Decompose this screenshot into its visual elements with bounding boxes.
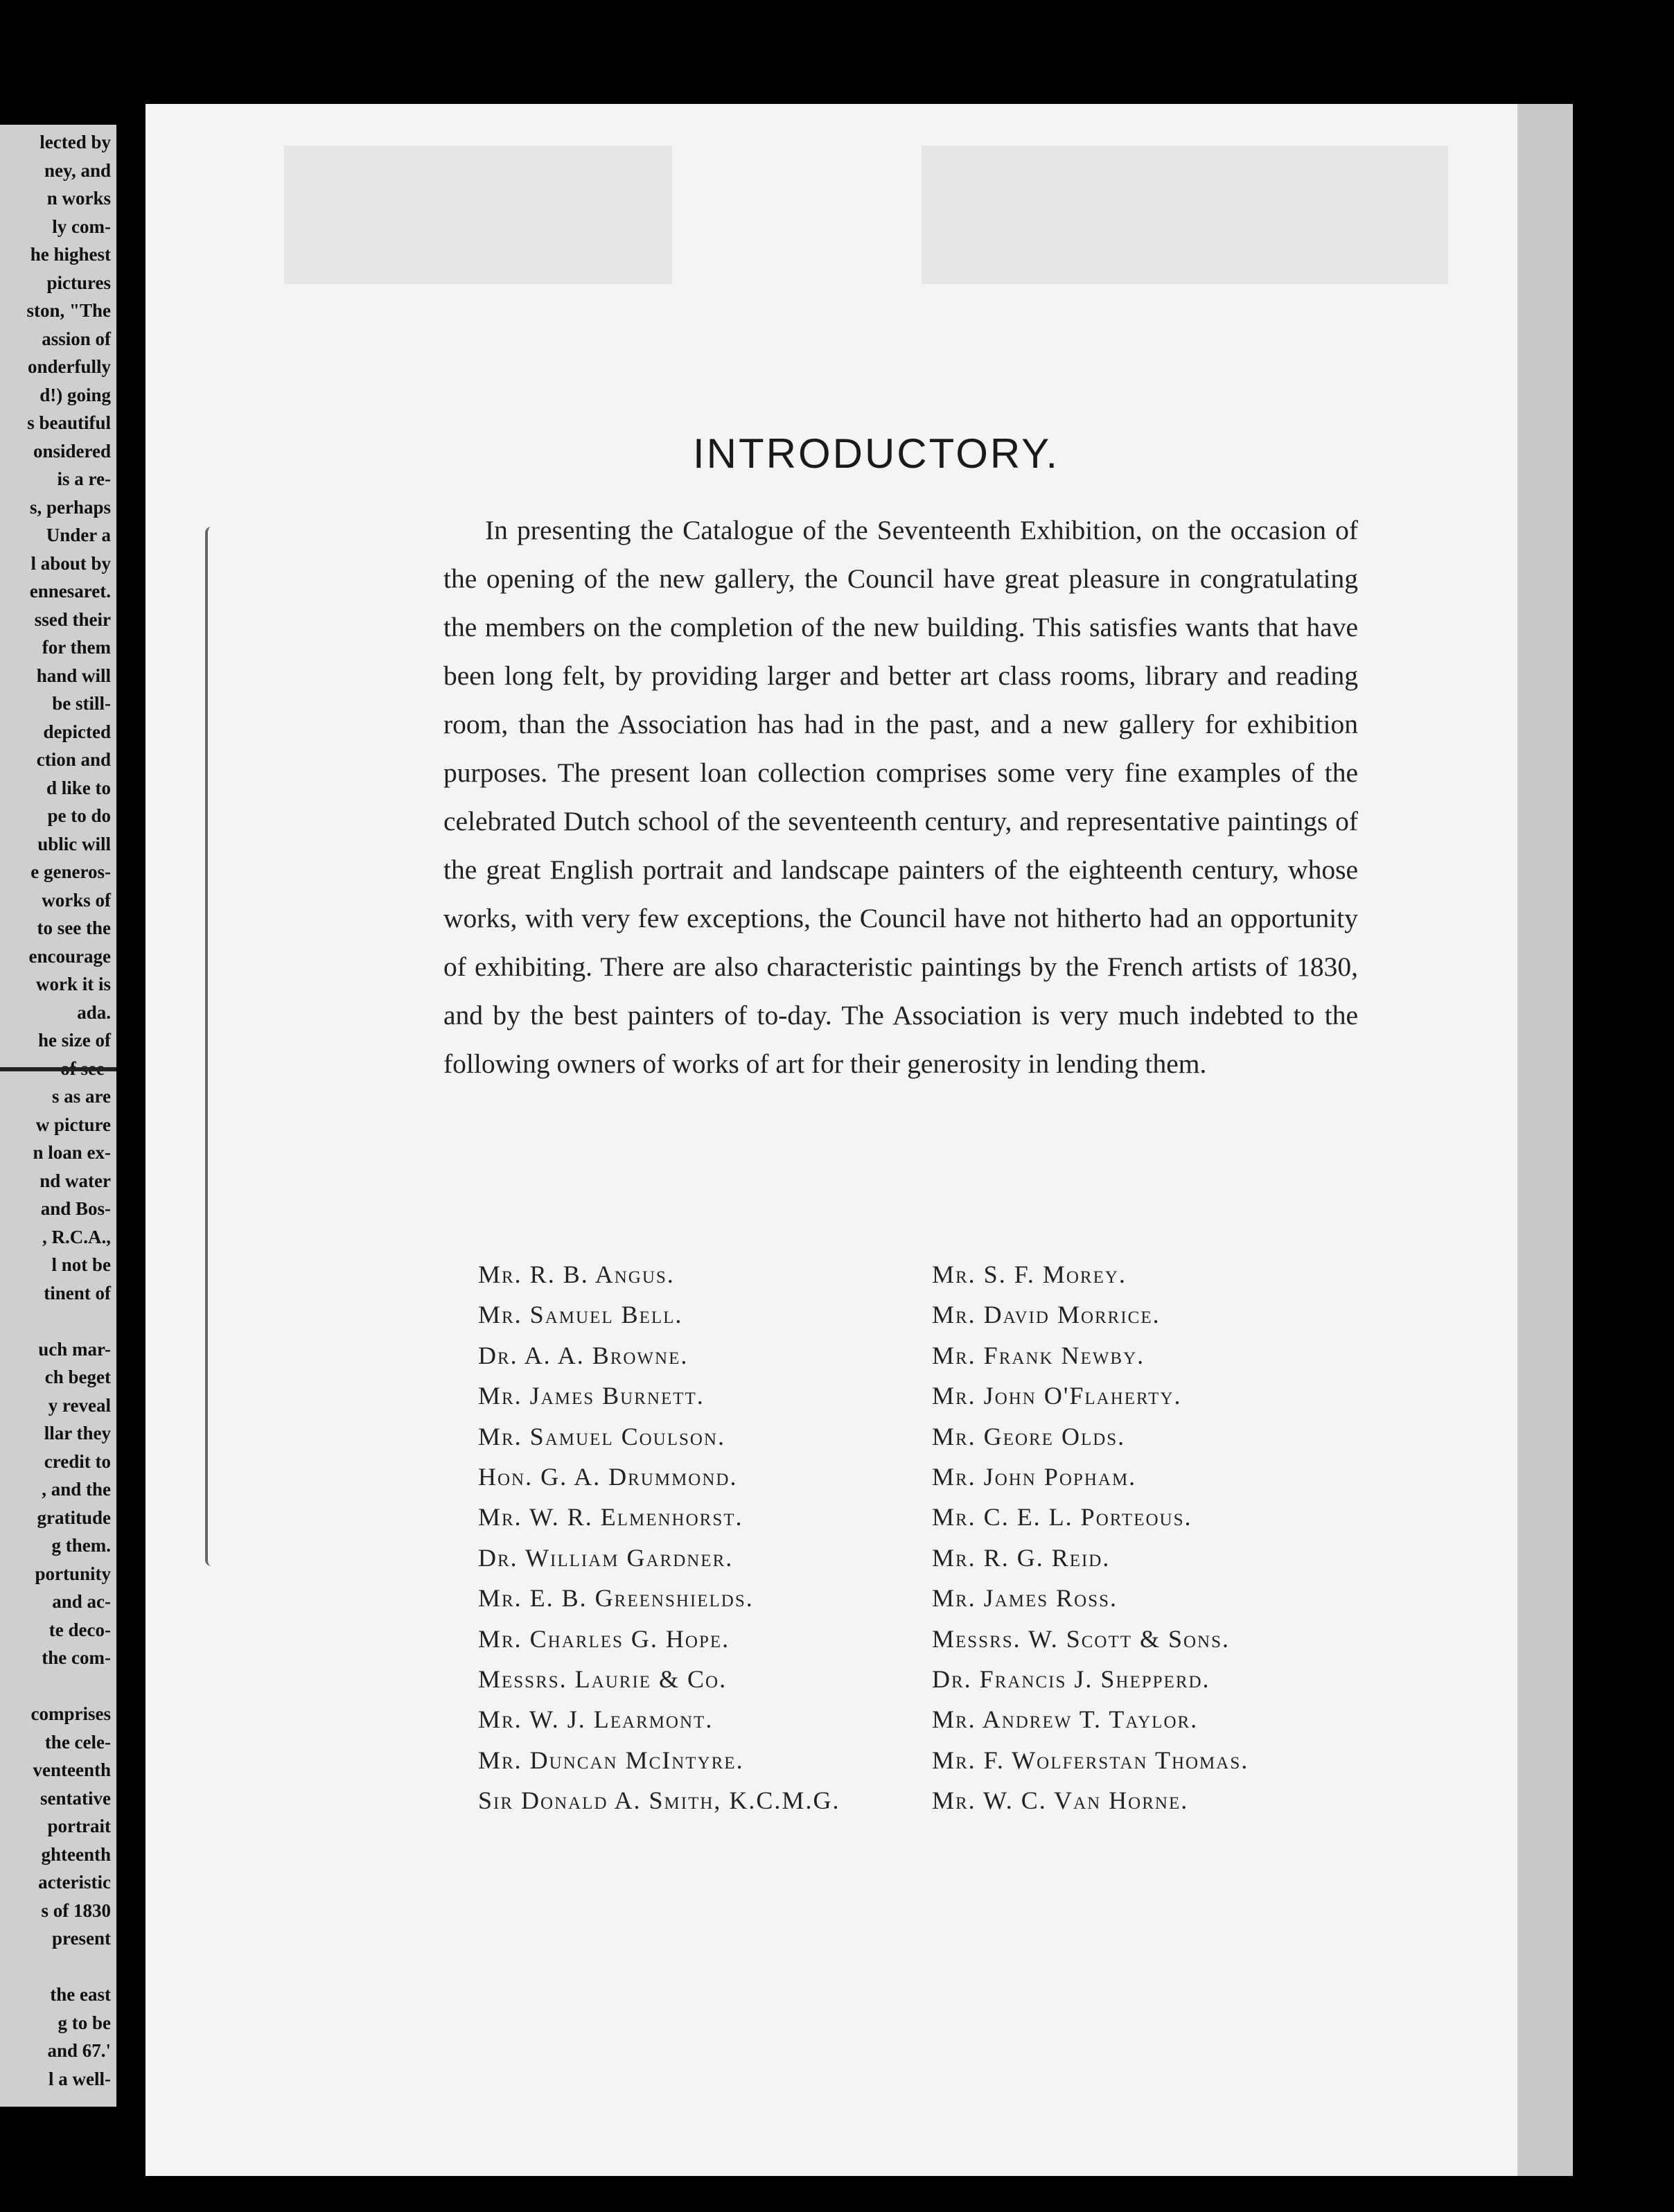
clipping-line: te deco- [49, 1619, 111, 1640]
lender-name: Mr. Samuel Coulson. [478, 1422, 725, 1450]
lender-name: Mr. Frank Newby. [932, 1341, 1145, 1369]
lender-name: Mr. W. C. Van Horne. [932, 1787, 1189, 1815]
clipping-line: s, perhaps [29, 496, 111, 518]
lender-name: Messrs. W. Scott & Sons. [932, 1624, 1231, 1653]
clipping-line: l not be [51, 1254, 111, 1275]
clipping-line: g to be [58, 2012, 111, 2033]
clipping-line: l about by [30, 552, 111, 574]
lender-name: Mr. Charles G. Hope. [478, 1624, 730, 1653]
clipping-line: he size of [38, 1030, 111, 1051]
clipping-line: s as are [52, 1086, 111, 1107]
clipping-line: ublic will [37, 833, 111, 854]
clipping-line: work it is [36, 974, 111, 994]
lender-name: Mr. David Morrice. [932, 1301, 1161, 1329]
clipping-line: y reveal [48, 1394, 111, 1416]
clipping-line: ghteenth [41, 1843, 111, 1865]
clipping-line: llar they [44, 1423, 111, 1443]
clipping-line: portunity [35, 1563, 111, 1584]
clipping-line: and Bos- [40, 1198, 111, 1219]
clipping-line: d!) going [39, 384, 111, 405]
lender-name: Dr. William Gardner. [478, 1543, 734, 1572]
clipping-line: to see the [37, 918, 111, 938]
clipping-line: , R.C.A., [42, 1226, 111, 1247]
lender-name: Mr. F. Wolferstan Thomas. [932, 1746, 1249, 1774]
clipping-line: ly com- [52, 216, 111, 237]
clipping-line: the com- [42, 1647, 111, 1668]
clipping-line: and 67.' [47, 2040, 111, 2061]
clipping-line: nd water [39, 1170, 111, 1191]
lenders-list-right [932, 1254, 1249, 1820]
clipping-line: pictures [46, 272, 111, 293]
clipping-line: portrait [47, 1816, 111, 1836]
margin-bracket [205, 527, 218, 1566]
lender-name: Mr. John O'Flaherty. [932, 1382, 1182, 1410]
clipping-line: ch beget [44, 1367, 111, 1387]
clipping-line: l a well- [49, 2068, 111, 2089]
clipping-line: pe to do [47, 805, 111, 826]
page-title: INTRODUCTORY. [693, 430, 1060, 477]
clipping-line: , and the [42, 1479, 111, 1500]
clipping-line: s of 1830 [41, 1899, 111, 1921]
clipping-line: ssed their [34, 608, 111, 630]
clipping-line: n works [46, 188, 111, 209]
clipping-divider [0, 1067, 116, 1071]
lender-name: Mr. Duncan McIntyre. [478, 1746, 744, 1774]
intro-paragraph: In presenting the Catalogue of the Seventeenth Exhibition, on the occasion of the opening of the new gallery, the Council have great pleasure in congratulating the members on the completion of the new building. This satisfies wants that have been long felt, by providing larger and better art class rooms, library and reading room, than the Association has had in the past, and a new gallery for exhibition purposes. The present loan collection comprises some very fine examples of the celebrated Dutch school of the seventeenth century, and representative paintings of the great English portrait and landscape painters of the eighteenth century, whose works, with very few exceptions, the Council have not hitherto had an opportunity of exhibiting. There are also characteristic paintings by the French artists of 1830, and by the best painters of to-day. The Association is very much indebted to the following owners of works of art for their generosity in lending them. [443, 515, 1358, 1079]
clipping-line: e generos- [30, 861, 111, 882]
lender-name: Hon. G. A. Drummond. [478, 1462, 738, 1491]
clipping-line: acteristic [38, 1872, 111, 1893]
clipping-line: onderfully [27, 356, 111, 377]
clipping-line: sentative [40, 1787, 111, 1809]
page-stain [922, 146, 1448, 284]
lender-name: Mr. R. G. Reid. [932, 1543, 1111, 1572]
clipping-line: depicted [43, 721, 111, 742]
clipping-line: present [52, 1928, 111, 1949]
clipping-line: hand will [36, 665, 111, 686]
clipping-line: the cele- [44, 1731, 111, 1753]
lender-name: Mr. John Popham. [932, 1462, 1137, 1491]
lender-name: Mr. James Ross. [932, 1584, 1118, 1613]
lender-name: Messrs. Laurie & Co. [478, 1665, 728, 1693]
lender-name: Sir Donald A. Smith, K.C.M.G. [478, 1787, 840, 1815]
lender-name: Mr. C. E. L. Porteous. [932, 1503, 1192, 1531]
clipping-line: ston, "The [26, 300, 111, 321]
clipping-line: w picture [35, 1114, 111, 1135]
lender-name: Mr. S. F. Morey. [932, 1261, 1127, 1288]
clipping-line: d like to [46, 777, 111, 798]
clipping-line: credit to [44, 1450, 111, 1472]
clipping-line: ada. [77, 1001, 111, 1023]
lender-name: Dr. A. A. Browne. [478, 1341, 689, 1369]
clipping-line: is a re- [57, 468, 111, 489]
lender-name: Mr. E. B. Greenshields. [478, 1584, 754, 1613]
lender-name: Mr. W. J. Learmont. [478, 1705, 714, 1734]
clipping-line: lected by [39, 132, 111, 152]
clipping-line: comprises [30, 1703, 111, 1724]
clipping-line: venteenth [33, 1759, 111, 1780]
clipping-line: encourage [28, 945, 111, 967]
lenders-list-left [478, 1254, 840, 1820]
clipping-line: for them [42, 637, 111, 658]
clipping-line: works of [42, 889, 111, 911]
page-edge [1517, 104, 1573, 2176]
clipping-line: Under a [46, 525, 111, 545]
clipping-line: tinent of [44, 1282, 111, 1304]
clipping-line: gratitude [37, 1507, 111, 1528]
clipping-line: onsidered [33, 440, 111, 462]
lender-name: Dr. Francis J. Shepperd. [932, 1665, 1210, 1693]
clipping-line: s beautiful [27, 412, 111, 433]
clipping-line: he highest [30, 244, 111, 265]
clipping-line: assion of [42, 328, 111, 349]
page-stain [284, 146, 672, 284]
newspaper-clipping [0, 125, 116, 2107]
clipping-line: g them. [51, 1535, 111, 1556]
lender-name: Mr. R. B. Angus. [478, 1261, 675, 1288]
lender-name: Mr. W. R. Elmenhorst. [478, 1503, 743, 1531]
clipping-line: uch mar- [38, 1338, 111, 1360]
clipping-line: n loan ex- [33, 1142, 111, 1163]
clipping-line: be still- [52, 693, 111, 714]
clipping-line: ennesaret. [29, 581, 111, 602]
clipping-line: ney, and [44, 159, 111, 181]
lender-name: Mr. Geore Olds. [932, 1422, 1126, 1450]
lender-name: Mr. Samuel Bell. [478, 1301, 683, 1329]
catalogue-page [146, 104, 1573, 2176]
clipping-line: the east [50, 1984, 111, 2005]
lender-name: Mr. James Burnett. [478, 1382, 705, 1410]
clipping-line: and ac- [52, 1591, 111, 1612]
clipping-line: ction and [36, 749, 111, 770]
lender-name: Mr. Andrew T. Taylor. [932, 1705, 1199, 1734]
